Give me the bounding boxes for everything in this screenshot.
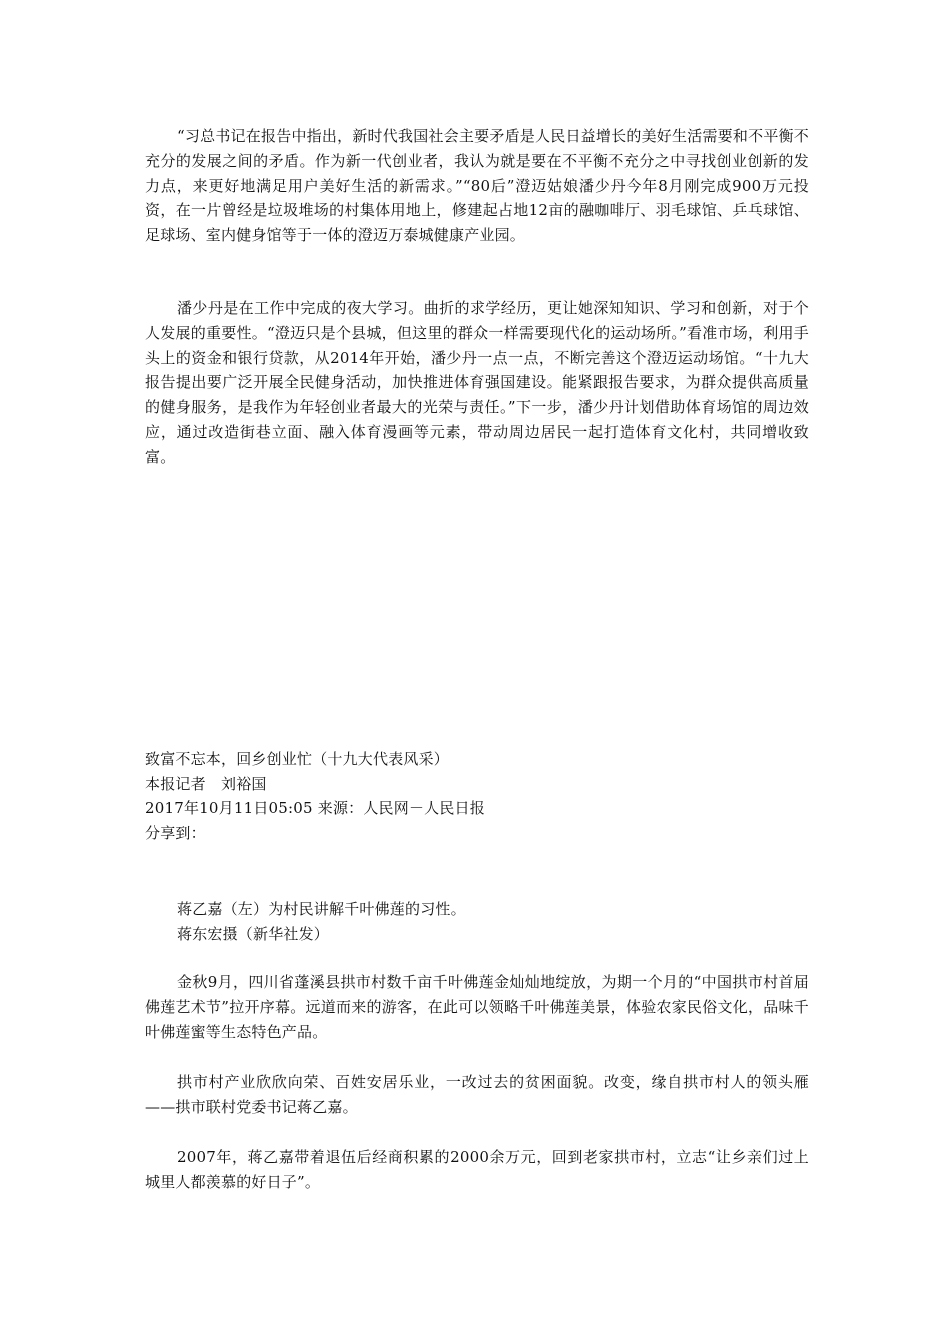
byline: 本报记者 刘裕国 — [145, 774, 267, 793]
article-top-section — [145, 124, 809, 248]
paragraph: 金秋9月，四川省蓬溪县拱市村数千亩千叶佛莲金灿灿地绽放，为期一个月的“中国拱市村首届佛莲艺术节”拉开序幕。远道而来的游客，在此可以领略千叶佛莲美景，体验农家民俗文化，品味千叶佛莲蜜等生态特色产品。 — [145, 973, 809, 1041]
article-body-2 — [145, 1070, 809, 1120]
article-title: 致富不忘本，回乡创业忙（十九大代表风采） — [145, 750, 450, 768]
caption-line: 蒋乙嘉（左）为村民讲解千叶佛莲的习性。 — [177, 900, 466, 918]
paragraph: “习总书记在报告中指出，新时代我国社会主要矛盾是人民日益增长的美好生活需要和不平衡不充分的发展之间的矛盾。作为新一代创业者，我认为就是要在不平衡不充分之中寻找创业创新的发力点，来更好地满足用户美好生活的新需求。”“80后”澄迈姑娘潘少丹今年8月刚完成900万元投资，在一片曾经是垃圾堆场的村集体用地上，修建起占地12亩的融咖啡厅、羽毛球馆、乒乓球馆、足球场、室内健身馆等于一体的澄迈万泰城健康产业园。 — [145, 127, 809, 245]
article-header — [145, 747, 809, 845]
paragraph: 潘少丹是在工作中完成的夜大学习。曲折的求学经历，更让她深知知识、学习和创新，对于个人发展的重要性。“澄迈只是个县城，但这里的群众一样需要现代化的运动场所。”看准市场，利用手头上的资金和银行贷款，从2014年开始，潘少丹一点一点，不断完善这个澄迈运动场馆。“十九大报告提出要广泛开展全民健身活动，加快推进体育强国建设。能紧跟报告要求，为群众提供高质量的健身服务，是我作为年轻创业者最大的光荣与责任。”下一步，潘少丹计划借助体育场馆的周边效应，通过改造街巷立面、融入体育漫画等元素，带动周边居民一起打造体育文化村，共同增收致富。 — [145, 299, 809, 466]
paragraph: 2007年，蒋乙嘉带着退伍后经商积累的2000余万元，回到老家拱市村，立志“让乡亲们过上城里人都羡慕的好日子”。 — [145, 1148, 809, 1191]
share-label: 分享到： — [145, 823, 206, 842]
article-body-3 — [145, 1145, 809, 1195]
article-body — [145, 970, 809, 1044]
photo-caption — [145, 897, 809, 946]
dateline: 2017年10月11日05:05 来源：人民网－人民日报 — [145, 799, 485, 817]
paragraph: 拱市村产业欣欣向荣、百姓安居乐业，一改过去的贫困面貌。改变，缘自拱市村人的领头雁——拱市联村党委书记蒋乙嘉。 — [145, 1073, 809, 1116]
photo-credit: 蒋东宏摄（新华社发） — [177, 924, 330, 943]
article-top-section-2 — [145, 296, 809, 470]
